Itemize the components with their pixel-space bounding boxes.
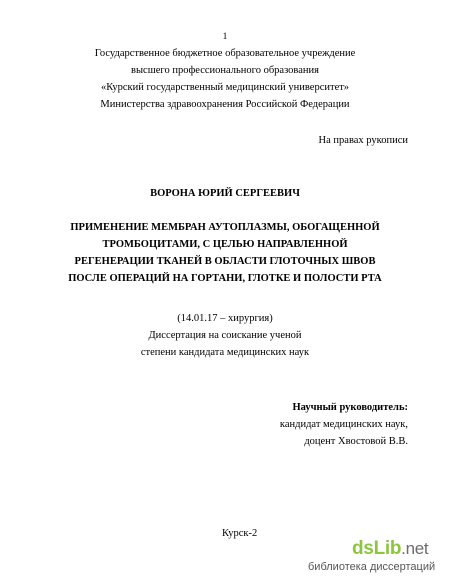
title-line-2: ТРОМБОЦИТАМИ, С ЦЕЛЬЮ НАПРАВЛЕННОЙ	[102, 239, 348, 250]
supervisor-line-1: кандидат медицинских наук,	[279, 419, 408, 430]
institution-line-1: Государственное бюджетное образовательное учреждение	[94, 48, 356, 59]
specialty: (14.01.17 – хирургия)	[177, 313, 273, 324]
dslib-logo-main: dsLib	[352, 538, 402, 559]
supervisor-label: Научный руководитель:	[292, 402, 408, 413]
rights-note: На правах рукописи	[318, 135, 408, 146]
institution-line-4: Министерства здравоохранения Российской Федерации	[100, 99, 350, 110]
city-year: Курск-2	[222, 528, 258, 539]
author-name: ВОРОНА ЮРИЙ СЕРГЕЕВИЧ	[150, 188, 300, 199]
degree-line-1: Диссертация на соискание ученой	[148, 330, 302, 341]
title-line-4: ПОСЛЕ ОПЕРАЦИЙ НА ГОРТАНИ, ГЛОТКЕ И ПОЛОСТИ РТА	[68, 273, 382, 284]
page-number: 1	[222, 32, 228, 42]
degree-line-2: степени кандидата медицинских наук	[140, 347, 310, 358]
title-line-3: РЕГЕНЕРАЦИИ ТКАНЕЙ В ОБЛАСТИ ГЛОТОЧНЫХ ШВОВ	[74, 256, 376, 267]
institution-line-3: «Курский государственный медицинский университет»	[100, 82, 350, 93]
supervisor-line-2: доцент Хвостовой В.В.	[304, 436, 408, 447]
title-line-1: ПРИМЕНЕНИЕ МЕМБРАН АУТОПЛАЗМЫ, ОБОГАЩЕННОЙ	[70, 222, 380, 233]
institution-line-2: высшего профессионального образования	[131, 65, 319, 76]
dslib-subtitle: библиотека диссертаций	[308, 561, 436, 573]
dslib-logo[interactable]	[352, 538, 428, 560]
dslib-logo-suffix: .net	[401, 539, 429, 558]
